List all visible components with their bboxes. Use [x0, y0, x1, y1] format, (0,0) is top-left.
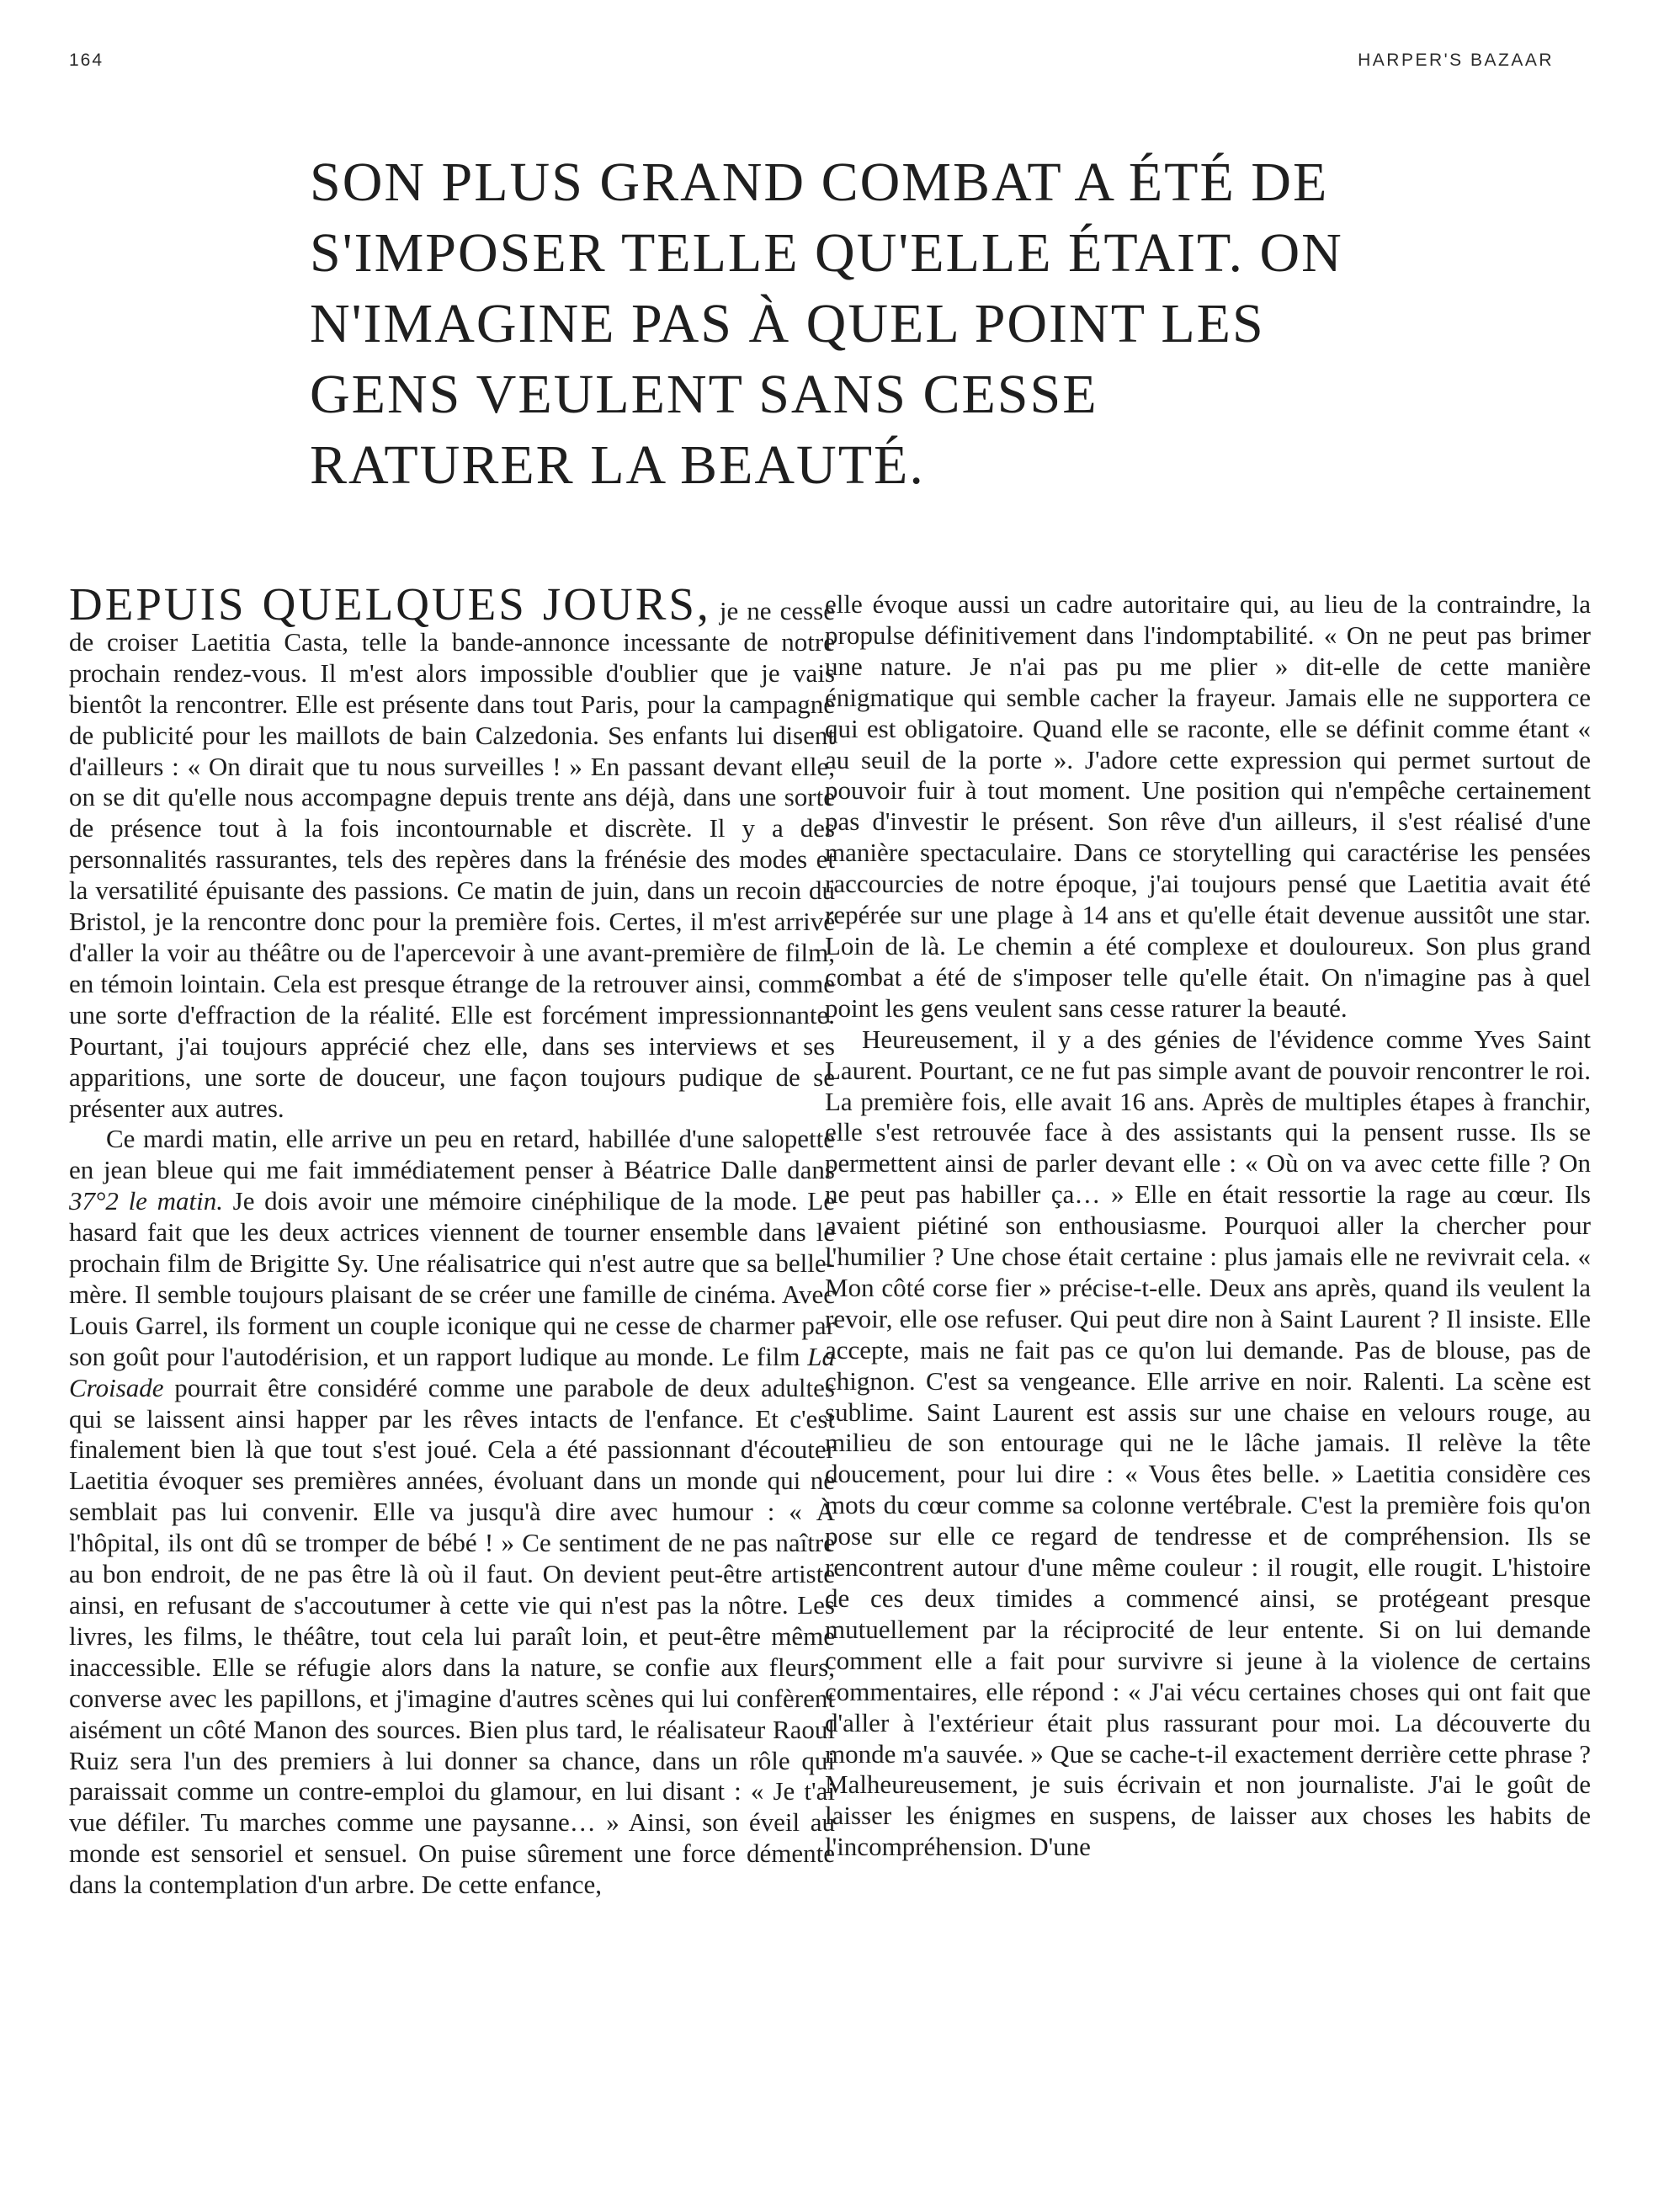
paragraph-text: je ne cesse de croiser Laetitia Casta, telle la bande-annonce incessante de notre prochain rendez-vous. Il m'est alors impossible d'oublier que je vais bientôt la rencontrer. Elle est présente dans tout Paris, pour la campagne de publicité pour les maillots de bain Calzedonia. Ses enfants lui disent d'ailleurs : « On dirait que tu nous surveilles ! » En passant devant elle, on se dit qu'elle nous accompagne depuis trente ans déjà, dans une sorte de présence tout à la fois incontournable et discrète. Il y a des personnalités rassurantes, tels des repères dans la frénésie des modes et la versatilité épuisante des passions. Ce matin de juin, dans un recoin du Bristol, je la rencontre donc pour la première fois. Certes, il m'est arrivé d'aller la voir au théâtre ou de l'apercevoir à une avant-première de film, en témoin lointain. Cela est presque étrange de la retrouver ainsi, comme une sorte d'effraction de la réalité. Elle est forcément impressionnante. Pourtant, j'ai toujours apprécié chez elle, dans ses interviews et ses apparitions, une sorte de douceur, une façon toujours pudique de se présenter aux autres. [69, 596, 835, 1123]
paragraph-text: pourrait être considéré comme une parabole de deux adultes qui se laissent ainsi happer par les rêves intacts de l'enfance. Et c'est finalement bien là que tout s'est joué. Cela a été passionnant d'écouter Laetitia évoquer ses premières années, évoluant dans un monde qui ne semblait pas lui convenir. Elle va jusqu'à dire avec humour : « À l'hôpital, ils ont dû se tromper de bébé ! » Ce sentiment de ne pas naître au bon endroit, de ne pas être là où il faut. On devient peut-être artiste ainsi, en refusant de s'accoutumer à cette vie qui n'est pas la nôtre. Les livres, les films, le théâtre, tout cela lui paraît loin, et peut-être même inaccessible. Elle se réfugie alors dans la nature, se confie aux fleurs, converse avec les papillons, et j'imagine d'autres scènes qui lui confèrent aisément un côté Manon des sources. Bien plus tard, le réalisateur Raoul Ruiz sera l'un des premiers à lui donner sa chance, dans un rôle qui paraissait comme un contre-emploi du glamour, en lui disant : « Je t'ai vue défiler. Tu marches comme une paysanne… » Ainsi, son éveil au monde est sensoriel et sensuel. On puise sûrement une force démente dans la contemplation d'un arbre. De cette enfance, [69, 1372, 835, 1900]
film-title: La Croisade [69, 1341, 835, 1402]
article-paragraph: elle évoque aussi un cadre autoritaire qui, au lieu de la contraindre, la propulse définitivement dans l'indomptabilité. « On ne peut pas brimer une nature. Je n'ai pas pu me plier » dit-elle de cette manière énigmatique qui semble cacher la frayeur. Jamais elle ne supportera ce qui est obligatoire. Quand elle se raconte, elle se définit comme étant « au seuil de la porte ». J'adore cette expression qui permet surtout de pouvoir fuir à tout moment. Une position qui n'empêche certainement pas d'investir le présent. Son rêve d'un ailleurs, il s'est réalisé d'une manière spectaculaire. Dans ce storytelling qui caractérise les pensées raccourcies de notre époque, j'ai toujours pensé que Laetitia avait été repérée sur une plage à 14 ans et qu'elle était devenue aussitôt une star. Loin de là. Le chemin a été complexe et douloureux. Son plus grand combat a été de s'imposer telle qu'elle était. On n'imagine pas à quel point les gens veulent sans cesse raturer la beauté. [825, 589, 1591, 1023]
pull-quote: SON PLUS GRAND COMBAT A ÉTÉ DE S'IMPOSER TELLE QU'ELLE ÉTAIT. ON N'IMAGINE PAS À QUEL POINT LES GENS VEULENT SANS CESSE RATURER LA BEAUTÉ. [310, 152, 1343, 496]
article-paragraph [69, 1124, 835, 1901]
article-paragraph [69, 578, 835, 1124]
paragraph-text: Je dois avoir une mémoire cinéphilique de la mode. Le hasard fait que les deux actrices viennent de tourner ensemble dans le prochain film de Brigitte Sy. Une réalisatrice qui n'est autre que sa belle-mère. Il semble toujours plaisant de se créer une famille de cinéma. Avec Louis Garrel, ils forment un couple iconique qui ne cesse de charmer par son goût pour l'autodérision, et un rapport ludique au monde. Le film [69, 1186, 836, 1371]
page-number: 164 [69, 51, 104, 70]
lead-in: DEPUIS QUELQUES JOURS, [69, 578, 711, 630]
article-column-right [825, 589, 1591, 1863]
article-paragraph: Heureusement, il y a des génies de l'évidence comme Yves Saint Laurent. Pourtant, ce ne fut pas simple avant de pouvoir rencontrer le roi. La première fois, elle avait 16 ans. Après de multiples étapes à franchir, elle s'est retrouvée face à des assistants qui la pensent russe. Ils se permettent ainsi de parler devant elle : « Où on va avec cette fille ? On ne peut pas habiller ça… » Elle en était ressortie la rage au cœur. Ils avaient piétiné son enthousiasme. Pourquoi aller la chercher pour l'humilier ? Une chose était certaine : plus jamais elle ne revivrait cela. « Mon côté corse fier » précise-t-elle. Deux ans après, quand ils veulent la revoir, elle ose refuser. Qui peut dire non à Saint Laurent ? Il insiste. Elle accepte, mais ne fait pas ce qu'on lui demande. Pas de blouse, pas de chignon. C'est sa vengeance. Elle arrive en noir. Ralenti. La scène est sublime. Saint Laurent est assis sur une chaise en velours rouge, au milieu de son entourage qui ne le lâche jamais. Il relève la tête doucement, pour lui dire : « Vous êtes belle. » Laetitia considère ces mots du cœur comme sa colonne vertébrale. C'est la première fois qu'on pose sur elle ce regard de tendresse et de compréhension. Ils se rencontrent autour d'une même couleur : il rougit, elle rougit. L'histoire de ces deux timides a commencé ainsi, se protégeant presque mutuellement par la réciprocité de leur entente. Si on lui demande comment elle a fait pour survivre si jeune à la violence de certains commentaires, elle répond : « J'ai vécu certaines choses qui ont fait que d'aller à l'extérieur était plus rassurant pour moi. La découverte du monde m'a sauvée. » Que se cache-t-il exactement derrière cette phrase ? Malheureusement, je suis écrivain et non journaliste. J'ai le goût de laisser les énigmes en suspens, de laisser aux choses les habits de l'incompréhension. D'une [825, 1024, 1591, 1862]
paragraph-text: Ce mardi matin, elle arrive un peu en retard, habillée d'une salopette en jean bleue qui me fait immédiatement penser à Béatrice Dalle dans [69, 1124, 835, 1185]
film-title: 37°2 le matin. [69, 1186, 223, 1216]
magazine-name: HARPER'S BAZAAR [1358, 51, 1554, 70]
article-column-left [69, 578, 836, 1901]
